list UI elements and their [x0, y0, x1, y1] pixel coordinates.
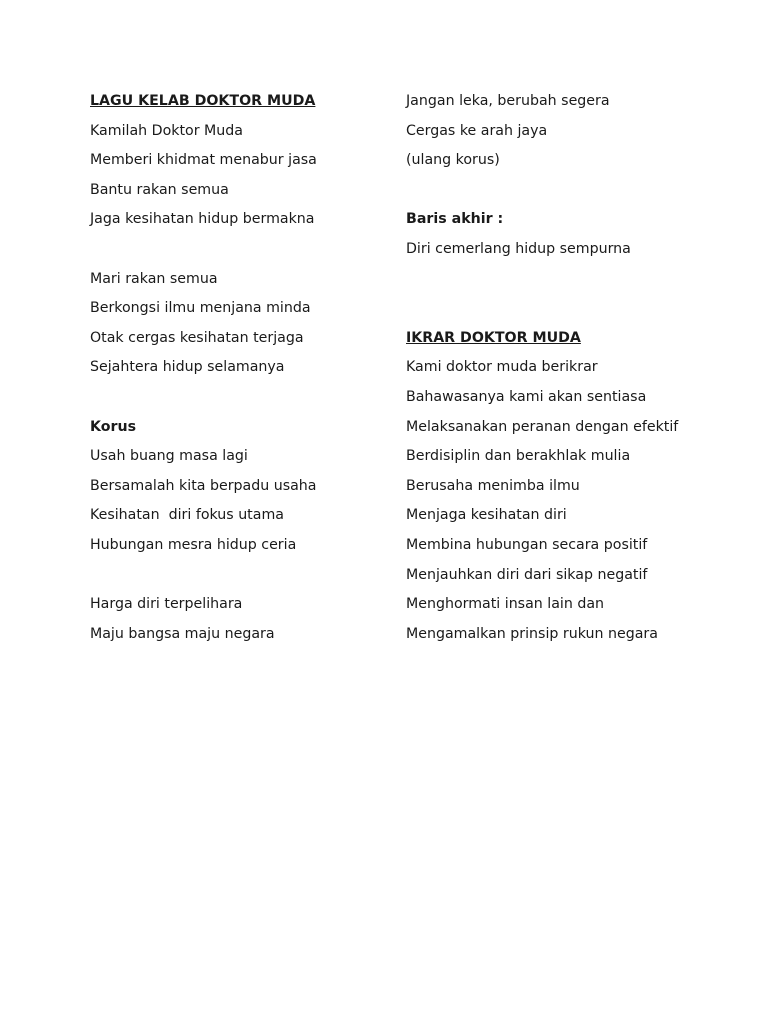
pledge-line: Berdisiplin dan berakhlak mulia — [406, 448, 631, 465]
section-spacer — [406, 268, 746, 298]
chorus-heading: Korus — [90, 418, 137, 435]
stanza-spacer — [406, 179, 746, 209]
verse1-line: Bantu rakan semua — [90, 181, 229, 198]
pledge-line: Mengamalkan prinsip rukun negara — [406, 625, 658, 642]
chorus-line: Kesihatan diri fokus utama — [90, 507, 284, 524]
stanza-spacer — [90, 386, 390, 416]
pledge-line: Berusaha menimba ilmu — [406, 477, 580, 494]
pledge-line: Menjaga kesihatan diri — [406, 507, 567, 524]
verse1-line: Memberi khidmat menabur jasa — [90, 152, 317, 169]
section-spacer — [406, 297, 746, 327]
stanza-spacer — [90, 238, 390, 268]
pledge-line: Kami doktor muda berikrar — [406, 359, 598, 376]
chorus-line: Bersamalah kita berpadu usaha — [90, 477, 317, 494]
chorus-line: Hubungan mesra hidup ceria — [90, 536, 297, 553]
verse1-line: Kamilah Doktor Muda — [90, 122, 243, 139]
verse4-line: (ulang korus) — [406, 152, 500, 169]
pledge-line: Menghormati insan lain dan — [406, 596, 605, 613]
final-heading: Baris akhir : — [406, 211, 504, 228]
verse3-line: Maju bangsa maju negara — [90, 625, 275, 642]
pledge-line: Menjauhkan diri dari sikap negatif — [406, 566, 648, 583]
left-column — [90, 90, 390, 652]
final-line: Diri cemerlang hidup sempurna — [406, 240, 631, 257]
song-title: LAGU KELAB DOKTOR MUDA — [90, 93, 316, 109]
pledge-title: IKRAR DOKTOR MUDA — [406, 329, 581, 346]
pledge-line: Melaksanakan peranan dengan efektif — [406, 418, 679, 435]
verse3-line: Harga diri terpelihara — [90, 596, 243, 613]
stanza-spacer — [90, 564, 390, 594]
verse1-line: Jaga kesihatan hidup bermakna — [90, 211, 315, 228]
verse4-line: Cergas ke arah jaya — [406, 122, 548, 139]
pledge-line: Bahawasanya kami akan sentiasa — [406, 388, 647, 405]
verse2-line: Mari rakan semua — [90, 270, 218, 287]
verse2-line: Berkongsi ilmu menjana minda — [90, 300, 311, 317]
right-column — [406, 90, 746, 652]
verse2-line: Sejahtera hidup selamanya — [90, 359, 285, 376]
verse4-line: Jangan leka, berubah segera — [406, 93, 610, 109]
pledge-line: Membina hubungan secara positif — [406, 536, 648, 553]
verse2-line: Otak cergas kesihatan terjaga — [90, 329, 304, 346]
chorus-line: Usah buang masa lagi — [90, 448, 248, 465]
